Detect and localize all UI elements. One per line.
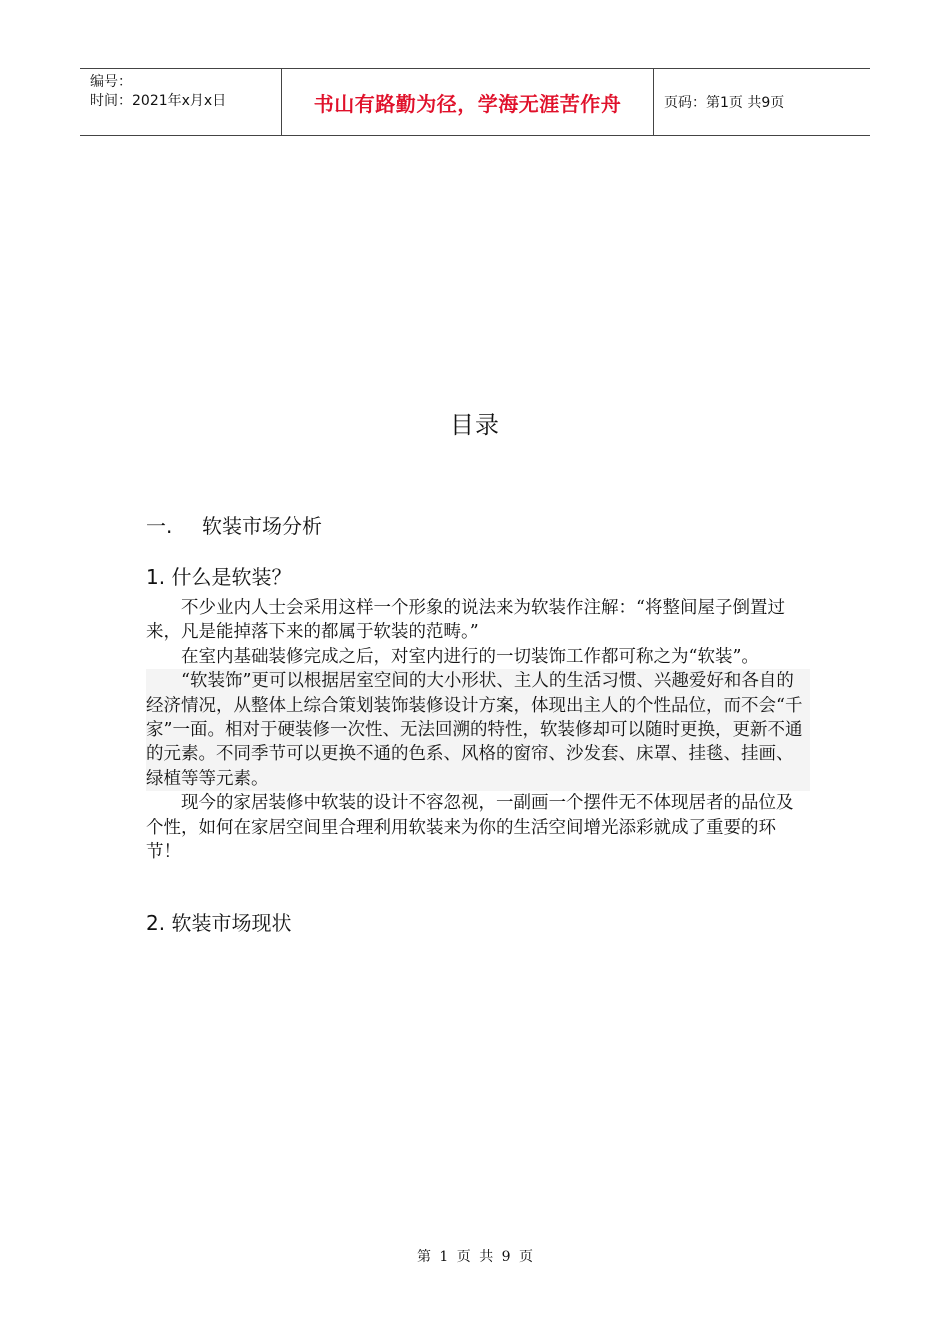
paragraph-3: “软装饰”更可以根据居室空间的大小形状、主人的生活习惯、兴趣爱好和各自的经济情况，从整体上综合策划装饰装修设计方案，体现出主人的个性品位，而不会“千家”一面。相对于硬装修一次性、无法回溯的特性，软装修却可以随时更换，更新不通的元素。不同季节可以更换不通的色系、风格的窗帘、沙发套、床罩、挂毯、挂画、绿植等等元素。: [146, 669, 810, 791]
paragraph-2: 在室内基础装修完成之后，对室内进行的一切装饰工作都可称之为“软装”。: [181, 646, 759, 667]
number-label: 编号：: [90, 74, 132, 90]
time-label: 时间：2021年x月x日: [90, 93, 227, 109]
subsection-heading-1: 1. 什么是软装？: [146, 565, 292, 589]
paragraph-1: 不少业内人士会采用这样一个形象的说法来为软装作注解：“将整间屋子倒置过来，凡是能掉落下来的都属于软装的范畴。”: [146, 598, 785, 643]
body-text: [146, 596, 810, 864]
page-code-text: 页码：第1页 共9页: [664, 95, 785, 111]
page-footer: 第 1 页 共 9 页: [416, 1249, 534, 1265]
header-meta: [80, 69, 282, 135]
subsection-heading-2: 2. 软装市场现状: [146, 911, 292, 935]
header-motto-cell: [282, 69, 654, 135]
motto-text: 书山有路勤为径，学海无涯苦作舟: [313, 91, 622, 116]
section-heading-1: [146, 510, 322, 539]
paragraph-4: 现今的家居装修中软装的设计不容忽视，一副画一个摆件无不体现居者的品位及个性，如何在家居空间里合理利用软装来为你的生活空间增光添彩就成了重要的环节！: [146, 793, 794, 863]
section-title: 软装市场分析: [202, 514, 322, 538]
toc-title: 目录: [450, 411, 500, 439]
section-number: 一.: [146, 514, 173, 538]
header-page-code: [654, 69, 870, 135]
page-header: [80, 68, 870, 136]
